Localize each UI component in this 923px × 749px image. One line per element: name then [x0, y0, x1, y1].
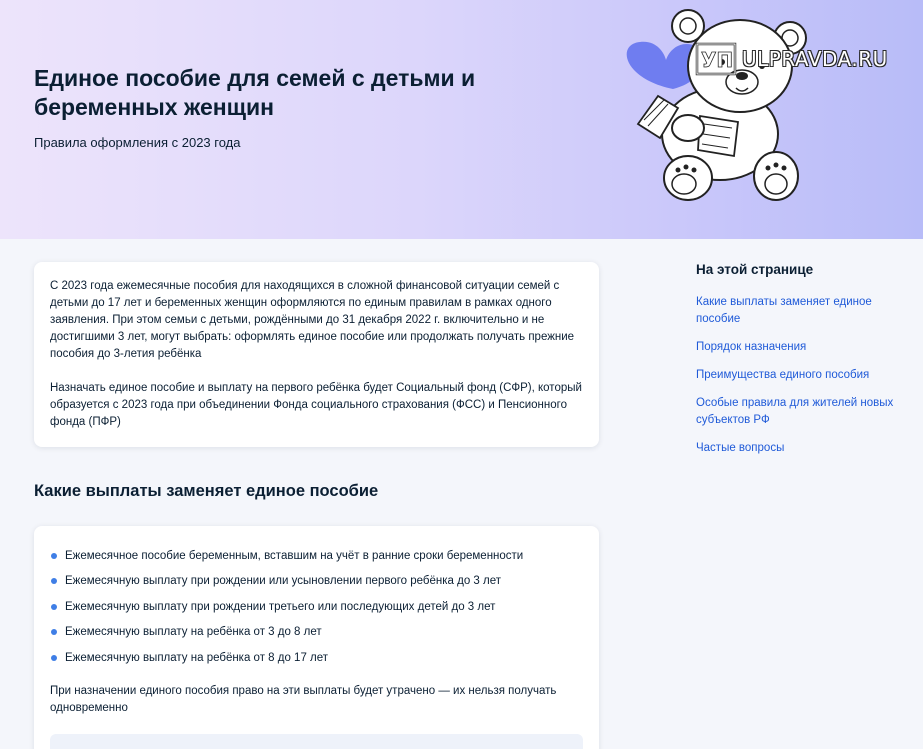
page-title: Единое пособие для семей с детьми и беременных женщин [34, 65, 476, 120]
hero-banner [0, 0, 923, 239]
svg-text:УП: УП [701, 48, 734, 72]
bullet-icon [51, 578, 57, 584]
toc-link-replaced-payments[interactable]: Какие выплаты заменяет единое пособие [696, 296, 872, 325]
list-item-text: Ежемесячную выплату при рождении или усыновлении первого ребёнка до 3 лет [65, 575, 502, 588]
list-item-text: Ежемесячную выплату на ребёнка от 3 до 8 лет [65, 626, 322, 639]
toc-link-faq[interactable]: Частые вопросы [696, 442, 785, 454]
bullet-icon [51, 655, 57, 661]
list-item-text: Ежемесячное пособие беременным, вставшим на учёт в ранние сроки беременности [65, 550, 524, 562]
bullet-icon [51, 553, 57, 559]
list-item-text: Ежемесячную выплату на ребёнка от 8 до 17 лет [65, 651, 329, 664]
list-item-text: Ежемесячную выплату при рождении третьего или последующих детей до 3 лет [65, 600, 496, 613]
list-item [50, 549, 583, 574]
table-of-contents [696, 262, 906, 468]
section-title: Какие выплаты заменяет единое пособие [34, 482, 379, 500]
ulpravda-logo-icon [695, 42, 737, 76]
bullet-icon [51, 629, 57, 635]
list-item [50, 574, 583, 599]
toc-link-new-regions[interactable]: Особые правила для жителей новых субъектов РФ [696, 397, 894, 426]
intro-paragraph: Назначать единое пособие и выплату на первого ребёнка будет Социальный фонд (СФР), который образуется с 2023 года при объединении Фонда социального страхования (ФСС) и Пенсионного фонда (ПФР) [50, 382, 582, 428]
toc-title: На этой странице [696, 262, 814, 277]
intro-paragraph: С 2023 года ежемесячные пособия для находящихся в сложной финансовой ситуации семей с детьми до 17 лет и беременных женщин оформляются по единым правилам в рамках одного заявления. При этом семьи с детьми, рождёнными до 31 декабря 2022 г. включительно и не достигшими 3 лет, могут выбрать: оформлять единое пособие или продолжать получать прежние пособия до 3-летия ребёнка [50, 280, 575, 360]
watermark [695, 42, 888, 76]
teddy-bear-illustration [618, 4, 818, 210]
toc-link-advantages[interactable]: Преимущества единого пособия [696, 369, 870, 381]
intro-card [34, 262, 599, 447]
payments-note: При назначении единого пособия право на эти выплаты будет утрачено — их нельзя получать одновременно [50, 684, 557, 714]
watermark-text: ULPRAVDA.RU [742, 47, 888, 71]
bullet-icon [51, 604, 57, 610]
toc-link-procedure[interactable]: Порядок назначения [696, 341, 807, 353]
list-item [50, 651, 583, 676]
page-subtitle: Правила оформления с 2023 года [34, 135, 241, 150]
payments-card [34, 526, 599, 749]
info-block [50, 734, 583, 749]
payments-list [50, 549, 583, 676]
list-item [50, 625, 583, 650]
list-item [50, 600, 583, 625]
